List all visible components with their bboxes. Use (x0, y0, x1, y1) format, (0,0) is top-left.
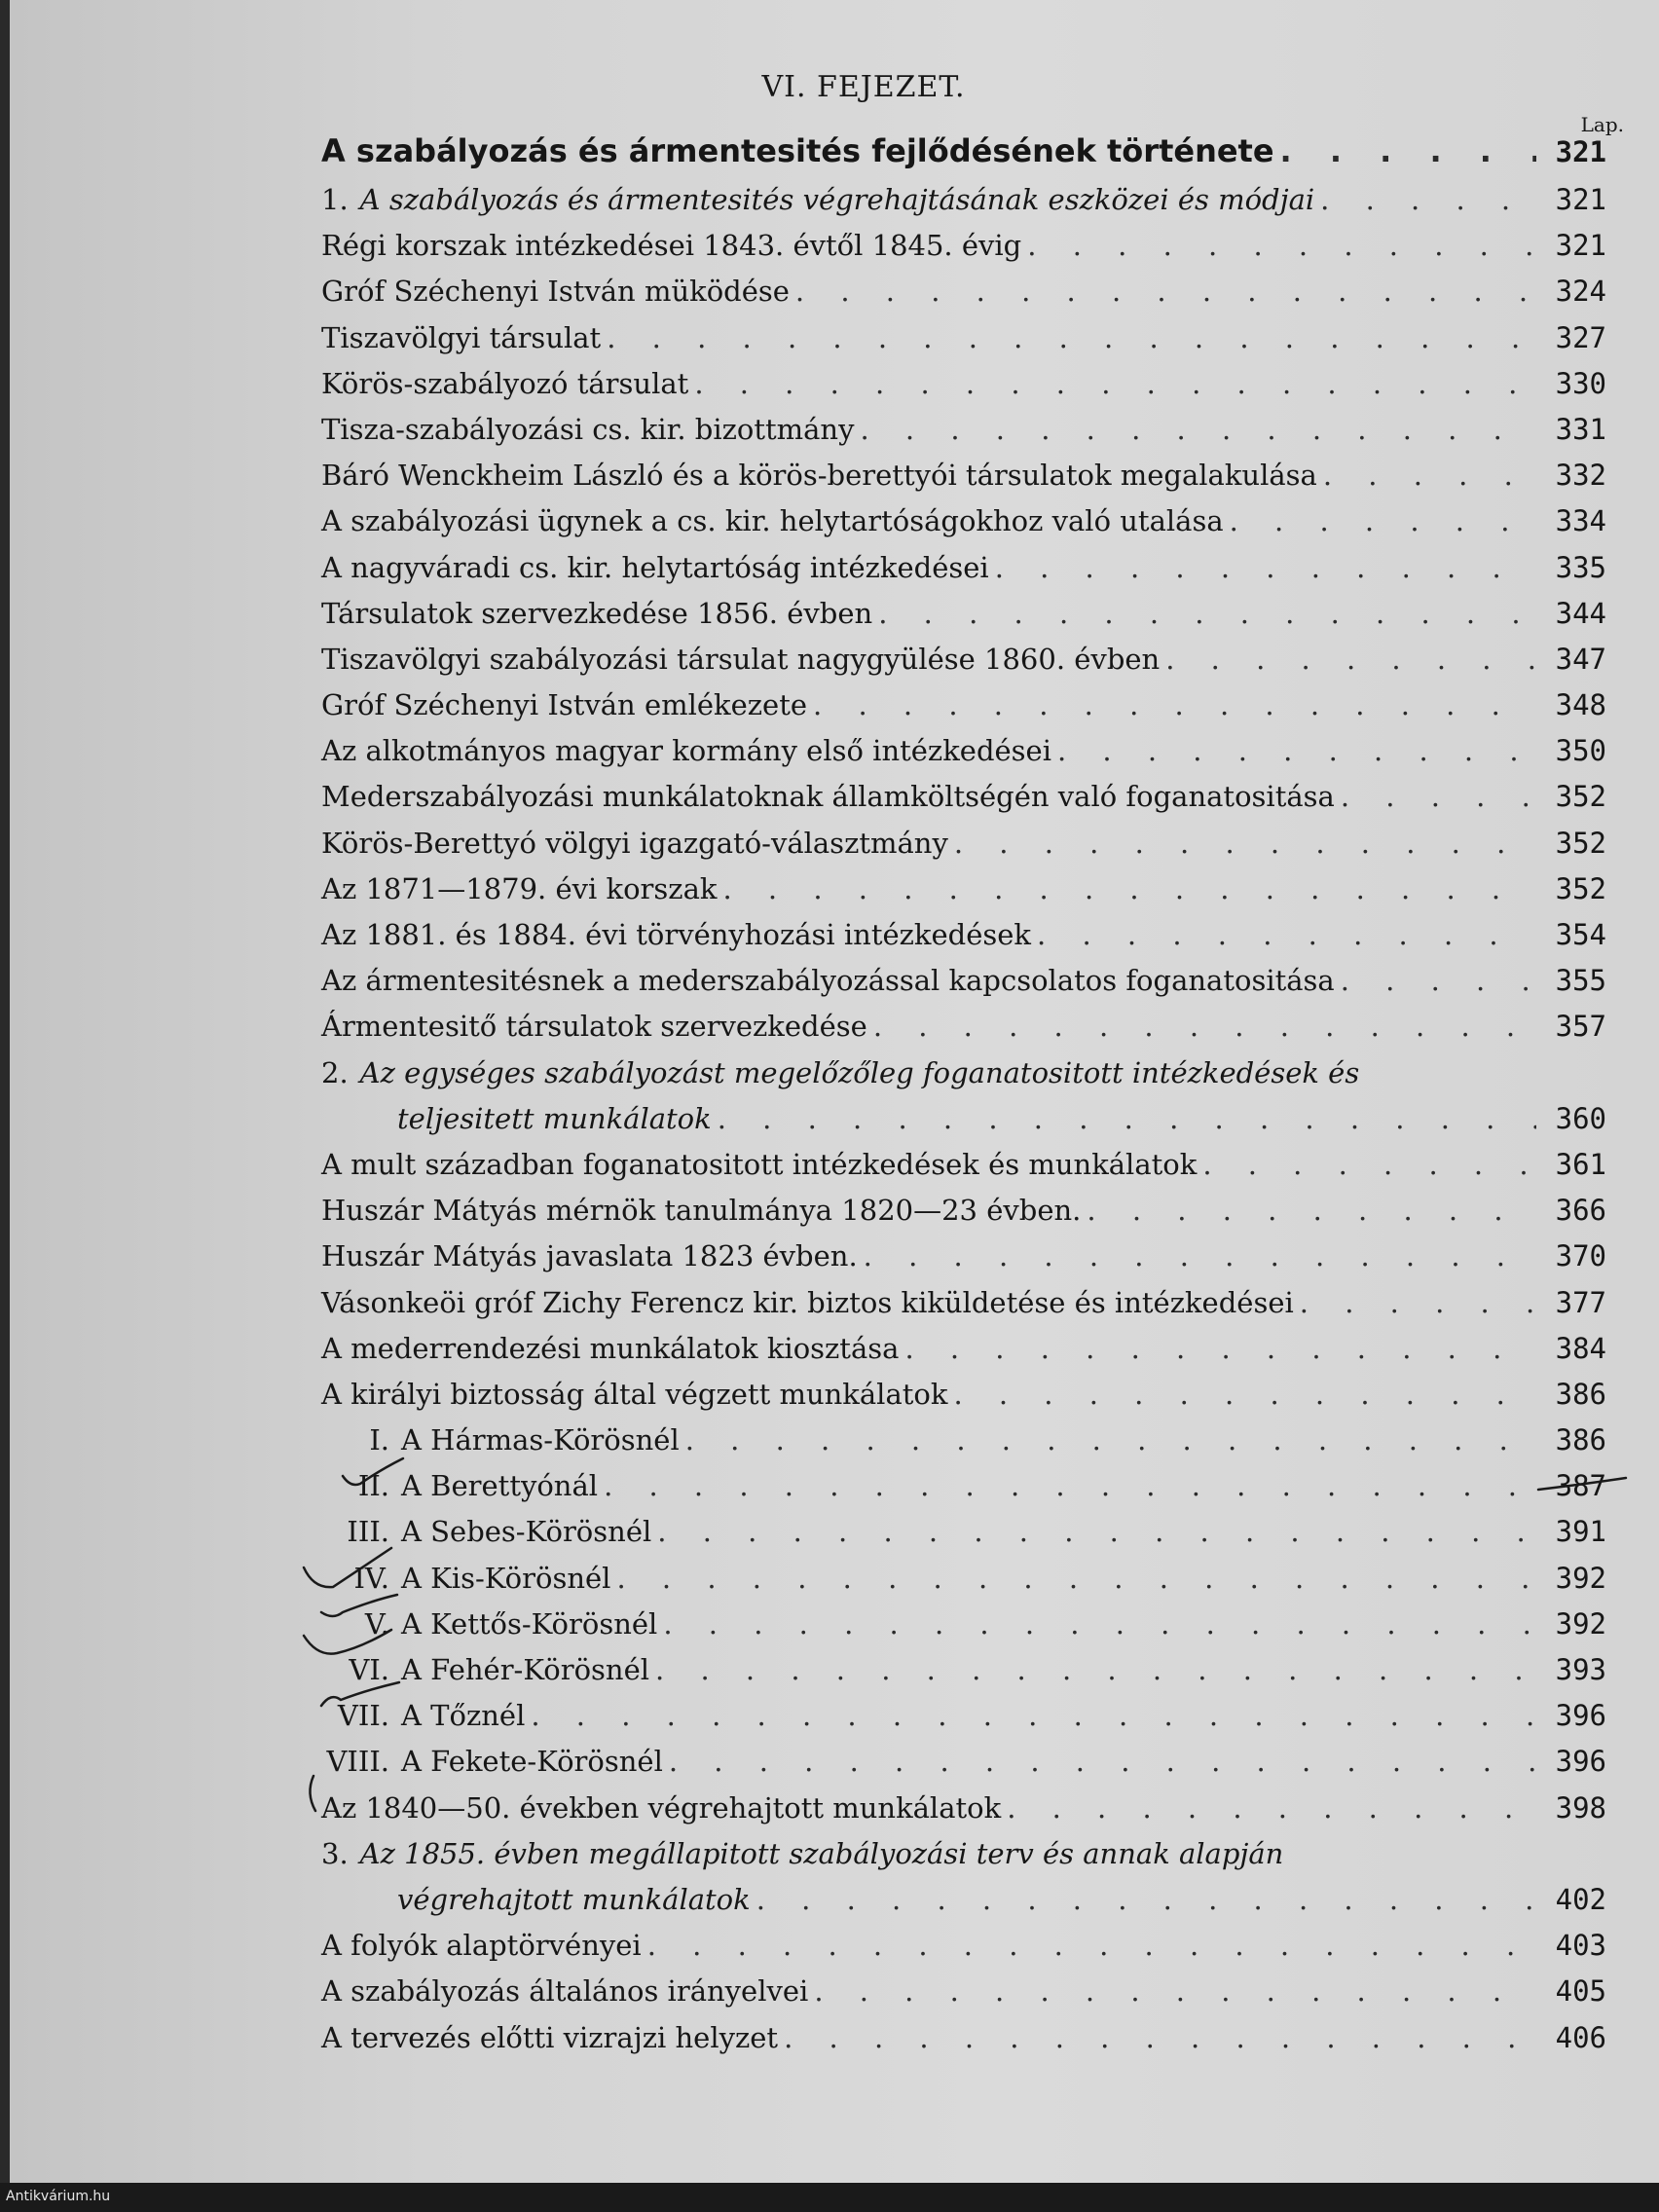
leader-dots (878, 597, 1536, 630)
entry-page-number: 335 (1555, 550, 1606, 584)
entry-page-number: 327 (1555, 320, 1606, 354)
entry-page-number: 331 (1555, 412, 1606, 446)
leader-dots (1037, 918, 1536, 951)
toc-entry[interactable] (321, 872, 1606, 918)
entry-title: Huszár Mátyás mérnök tanulmánya 1820—23 évben. (321, 1194, 1082, 1228)
entry-page-number: 377 (1555, 1285, 1606, 1319)
leader-dots (814, 1974, 1536, 2008)
toc-entry[interactable] (321, 918, 1606, 964)
subentry-title: A Hármas-Körösnél (401, 1423, 680, 1457)
toc-entry[interactable] (321, 964, 1606, 1010)
entry-title: Huszár Mátyás javaslata 1823 évben. (321, 1239, 858, 1273)
toc-entry[interactable] (321, 551, 1606, 597)
entry-title (321, 1562, 616, 1595)
subentry-title: A Fekete-Körösnél (401, 1745, 663, 1779)
entry-page-number: 398 (1555, 1790, 1606, 1825)
leader-dots (1027, 229, 1536, 262)
entry-title: Vásonkeöi gróf Zichy Ferencz kir. biztos kiküldetése és intézkedései (321, 1285, 1294, 1319)
entry-title: Régi korszak intézkedései 1843. évtől 1845. évig (321, 229, 1022, 263)
entry-title: Az 1871—1879. évi korszak (321, 871, 718, 905)
section-number: 2. (321, 1055, 349, 1089)
entry-title: A folyók alaptörvényei (321, 1929, 642, 1963)
entry-title: Az 1840—50. években végrehajtott munkálatok (321, 1790, 1002, 1825)
entry-page-number: 321 (1555, 229, 1606, 263)
leader-dots (1230, 504, 1536, 537)
subentry-title: A Kettős-Körösnél (401, 1606, 658, 1641)
toc-section-continuation[interactable] (321, 1883, 1606, 1929)
entry-page-number: 361 (1555, 1147, 1606, 1181)
toc-entry[interactable] (321, 1378, 1606, 1423)
toc-section-heading[interactable] (321, 183, 1606, 229)
leader-dots (663, 1607, 1536, 1641)
entry-page-number: 355 (1555, 964, 1606, 998)
leader-dots (995, 551, 1536, 584)
entry-title (321, 183, 1320, 216)
entry-title: Az 1881. és 1884. évi törvényhozási intézkedések (321, 918, 1032, 951)
entry-page-number: 350 (1555, 734, 1606, 768)
entry-title (321, 1699, 531, 1732)
roman-numeral: II. (357, 1469, 389, 1503)
entry-page-number: 403 (1555, 1929, 1606, 1963)
entry-page-number: 406 (1555, 2020, 1606, 2054)
leader-dots (1202, 1148, 1536, 1181)
entry-page-number: 330 (1555, 366, 1606, 400)
entry-page-number: 386 (1555, 1377, 1606, 1411)
toc-section-heading[interactable] (321, 1056, 1606, 1102)
entry-title (321, 1745, 669, 1778)
leader-dots (1323, 459, 1536, 492)
leader-dots (864, 1239, 1536, 1272)
toc-entry[interactable] (321, 643, 1606, 688)
toc-entry[interactable] (321, 827, 1606, 872)
entry-page-number: 324 (1555, 275, 1606, 309)
leader-dots (784, 2021, 1536, 2054)
leader-dots (1320, 183, 1536, 216)
toc-main-heading[interactable] (321, 132, 1606, 183)
section-number: 3. (321, 1836, 349, 1870)
leader-dots (756, 1883, 1536, 1916)
entry-title: A nagyváradi cs. kir. helytartóság intézkedései (321, 550, 989, 584)
leader-dots (722, 872, 1536, 905)
entry-title: A mederrendezési munkálatok kiosztása (321, 1331, 900, 1365)
entry-title: Tiszavölgyi szabályozási társulat nagygyülése 1860. évben (321, 642, 1161, 676)
toc-subentry[interactable] (321, 1699, 1606, 1745)
entry-page-number: 334 (1555, 504, 1606, 538)
toc-subentry[interactable] (321, 1423, 1606, 1469)
leader-dots (657, 1515, 1536, 1548)
toc-entry[interactable] (321, 1332, 1606, 1378)
entry-page-number: 386 (1555, 1423, 1606, 1457)
entry-title: Körös-Berettyó völgyi igazgató-választmány (321, 826, 948, 860)
leader-dots (1280, 132, 1536, 169)
leader-dots (954, 827, 1536, 860)
entry-page-number: 321 (1555, 183, 1606, 216)
toc-section-heading[interactable] (321, 1837, 1606, 1883)
toc-entry[interactable] (321, 734, 1606, 780)
entry-page-number: 352 (1555, 826, 1606, 860)
leader-dots (1165, 643, 1536, 676)
entry-title: Mederszabályozási munkálatoknak államköltségén való foganatositása (321, 780, 1335, 814)
toc-entry[interactable] (321, 1929, 1606, 1974)
leader-dots (647, 1929, 1536, 1962)
roman-numeral: V. (364, 1606, 389, 1641)
section-title-continued: végrehajtott munkálatok (397, 1882, 751, 1916)
entry-title (321, 1515, 657, 1548)
toc-entry[interactable] (321, 1974, 1606, 2020)
entry-page-number: 360 (1555, 1101, 1606, 1135)
subentry-title: A Berettyónál (401, 1469, 599, 1503)
leader-dots (873, 1010, 1536, 1043)
entry-page-number: 391 (1555, 1515, 1606, 1549)
entry-title: A szabályozási ügynek a cs. kir. helytartóságokhoz való utalása (321, 504, 1224, 538)
leader-dots (685, 1423, 1536, 1456)
toc-entry[interactable] (321, 2021, 1606, 2067)
roman-numeral: I. (369, 1423, 389, 1457)
leader-dots (861, 413, 1537, 446)
entry-title (321, 1607, 663, 1641)
toc-entry[interactable] (321, 688, 1606, 734)
section-title: Az 1855. évben megállapitott szabályozási terv és annak alapján (359, 1836, 1284, 1870)
leader-dots (718, 1102, 1536, 1135)
toc-entry[interactable] (321, 1194, 1606, 1239)
subentry-title: A Sebes-Körösnél (401, 1515, 652, 1549)
section-title-continued: teljesitett munkálatok (397, 1101, 712, 1135)
entry-title: Tiszavölgyi társulat (321, 320, 602, 354)
entry-title: Az alkotmányos magyar kormány első intézkedései (321, 734, 1051, 768)
scan-bottom-edge (0, 2183, 1659, 2212)
leader-dots (1300, 1286, 1536, 1319)
subentry-title: A Tőznél (401, 1699, 526, 1733)
roman-numeral: VII. (337, 1699, 389, 1733)
toc-entries (321, 183, 1606, 2067)
section-title: A szabályozás és ármentesités végrehajtásának eszközei és módjai (359, 183, 1315, 216)
toc-subentry[interactable] (321, 1745, 1606, 1790)
scan-left-edge (0, 0, 10, 2212)
entry-page-number: 332 (1555, 459, 1606, 493)
toc-subentry[interactable] (321, 1515, 1606, 1561)
toc-entry[interactable] (321, 413, 1606, 459)
section-title: Az egységes szabályozást megelőzőleg foganatositott intézkedések és (359, 1055, 1360, 1089)
leader-dots (1007, 1791, 1536, 1825)
toc-entry[interactable] (321, 597, 1606, 643)
leader-dots (953, 1378, 1536, 1411)
toc-entry[interactable] (321, 1010, 1606, 1055)
entry-page-number: 348 (1555, 688, 1606, 722)
entry-page-number: 392 (1555, 1561, 1606, 1595)
toc-entry[interactable] (321, 780, 1606, 826)
entry-title: Tisza-szabályozási cs. kir. bizottmány (321, 412, 855, 446)
entry-page-number: 393 (1555, 1653, 1606, 1686)
entry-page-number: 352 (1555, 871, 1606, 905)
entry-title (321, 1423, 685, 1456)
roman-numeral: IV. (353, 1561, 389, 1595)
toc-entry[interactable] (321, 1148, 1606, 1194)
leader-dots (904, 1332, 1536, 1365)
entry-page-number: 405 (1555, 1974, 1606, 2009)
entry-title: A szabályozás általános irányelvei (321, 1974, 809, 2009)
toc-entry[interactable] (321, 1286, 1606, 1332)
entry-title: Gróf Széchenyi István emlékezete (321, 688, 808, 722)
leader-dots (1341, 780, 1536, 813)
entry-title: A mult században foganatositott intézkedések és munkálatok (321, 1147, 1198, 1181)
entry-title: Társulatok szervezkedése 1856. évben (321, 596, 873, 630)
leader-dots (669, 1745, 1536, 1778)
leader-dots (1057, 734, 1536, 767)
leader-dots (1341, 964, 1536, 997)
entry-title: Körös-szabályozó társulat (321, 366, 689, 400)
entry-title: A királyi biztosság által végzett munkálatok (321, 1377, 948, 1411)
entry-title: Az ármentesitésnek a mederszabályozással kapcsolatos foganatositása (321, 964, 1335, 998)
entry-title: Báró Wenckheim László és a körös-berettyói társulatok megalakulása (321, 459, 1317, 493)
entry-title: A tervezés előtti vizrajzi helyzet (321, 2020, 779, 2054)
subentry-title: A Fehér-Körösnél (401, 1653, 650, 1686)
entry-title: Gróf Széchenyi István müködése (321, 275, 790, 309)
leader-dots (694, 367, 1536, 400)
toc-entry[interactable] (321, 504, 1606, 550)
watermark: Antikvárium.hu (6, 2189, 111, 2204)
entry-page-number: 396 (1555, 1699, 1606, 1733)
leader-dots (604, 1469, 1536, 1502)
toc-subentry[interactable] (321, 1653, 1606, 1699)
entry-page-number: 402 (1555, 1882, 1606, 1916)
entry-page-number: 354 (1555, 918, 1606, 951)
toc-entry[interactable] (321, 367, 1606, 413)
toc-entry[interactable] (321, 275, 1606, 320)
leader-dots (531, 1699, 1536, 1732)
entry-page-number: 347 (1555, 642, 1606, 676)
section-number: 1. (321, 183, 349, 216)
roman-numeral: VI. (349, 1653, 389, 1686)
entry-title: Ármentesitő társulatok szervezkedése (321, 1010, 867, 1044)
entry-page-number: 387 (1555, 1469, 1606, 1503)
main-heading-page: 321 (1555, 135, 1606, 168)
entry-page-number: 352 (1555, 780, 1606, 814)
toc-entry[interactable] (321, 229, 1606, 275)
entry-page-number: 357 (1555, 1010, 1606, 1044)
chapter-heading: VI. FEJEZET. (761, 70, 966, 104)
roman-numeral: III. (347, 1515, 389, 1549)
main-heading-title: A szabályozás és ármentesités fejlődésének története (321, 132, 1274, 169)
table-of-contents (321, 132, 1606, 2067)
entry-page-number: 392 (1555, 1606, 1606, 1641)
toc-entry[interactable] (321, 321, 1606, 367)
roman-numeral: VIII. (326, 1745, 389, 1779)
leader-dots (1087, 1194, 1536, 1227)
toc-entry[interactable] (321, 1239, 1606, 1285)
entry-page-number: 370 (1555, 1239, 1606, 1273)
page-column-label: Lap. (1580, 113, 1624, 136)
entry-title (321, 1653, 655, 1686)
entry-page-number: 396 (1555, 1745, 1606, 1779)
toc-subentry[interactable] (321, 1562, 1606, 1607)
subentry-title: A Kis-Körösnél (401, 1561, 611, 1595)
leader-dots (616, 1562, 1536, 1595)
leader-dots (813, 688, 1536, 721)
leader-dots (655, 1653, 1536, 1686)
leader-dots (795, 275, 1536, 308)
entry-title (321, 1469, 604, 1502)
entry-page-number: 384 (1555, 1331, 1606, 1365)
toc-section-continuation[interactable] (321, 1102, 1606, 1148)
entry-page-number: 344 (1555, 596, 1606, 630)
toc-subentry[interactable] (321, 1469, 1606, 1515)
entry-page-number: 366 (1555, 1194, 1606, 1228)
toc-entry[interactable] (321, 459, 1606, 504)
toc-entry[interactable] (321, 1791, 1606, 1837)
leader-dots (607, 321, 1536, 354)
toc-subentry[interactable] (321, 1607, 1606, 1653)
